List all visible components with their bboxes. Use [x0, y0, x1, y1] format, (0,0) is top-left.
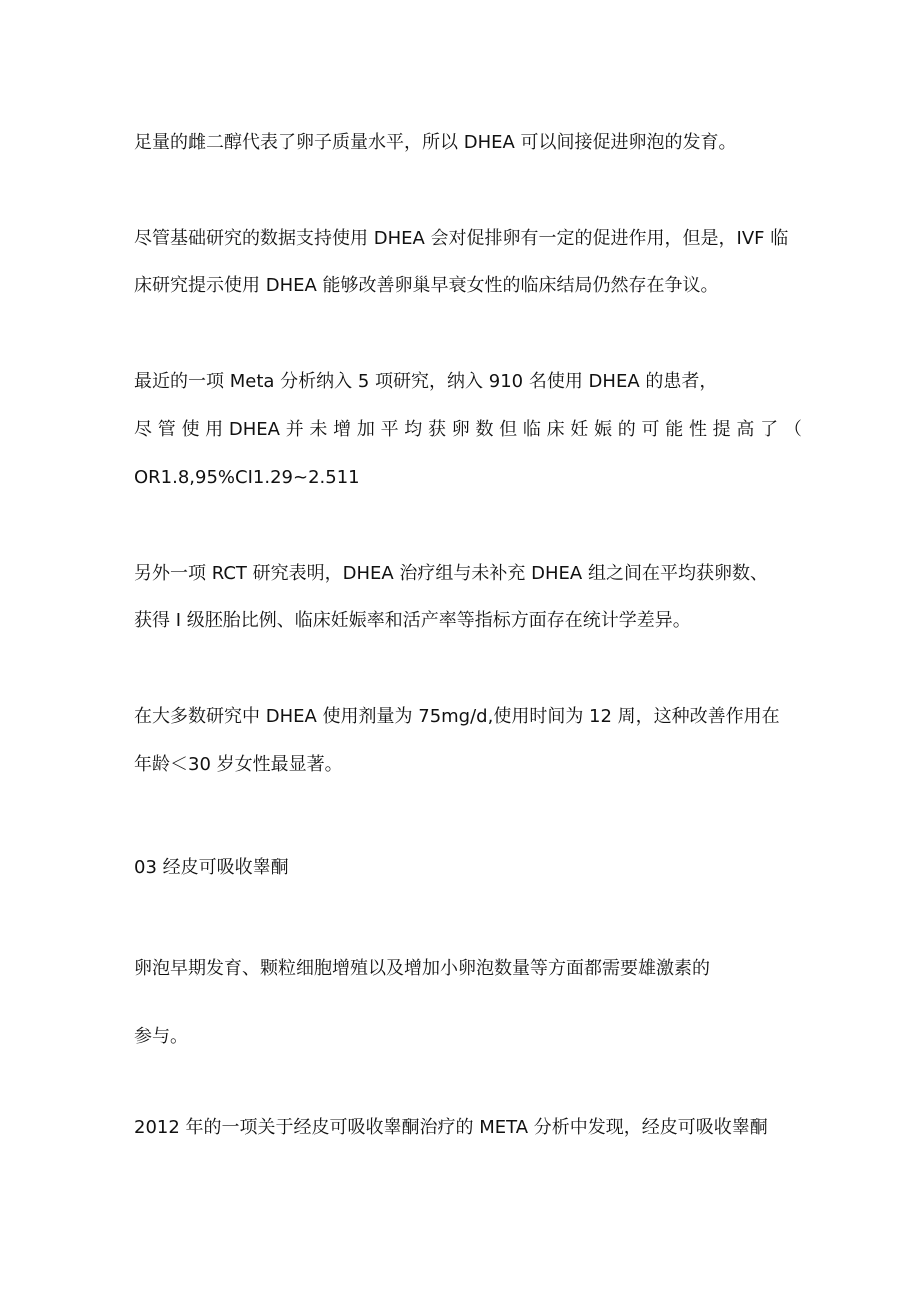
- paragraph-line: 尽 管 使 用 DHEA 并 未 增 加 平 均 获 卵 数 但 临 床 妊 娠 的 可 能 性 提 高 了 （: [134, 419, 802, 440]
- paragraph-line: 年龄＜30 岁女性最显著。: [134, 754, 343, 775]
- paragraph-line: 尽管基础研究的数据支持使用 DHEA 会对促排卵有一定的促进作用，但是，IVF 临: [134, 228, 789, 249]
- paragraph-line: 参与。: [134, 1026, 188, 1047]
- section-heading: 03 经皮可吸收睾酮: [134, 857, 289, 878]
- paragraph-line: 足量的雌二醇代表了卵子质量水平，所以 DHEA 可以间接促进卵泡的发育。: [134, 132, 737, 153]
- paragraph-line: 2012 年的一项关于经皮可吸收睾酮治疗的 META 分析中发现，经皮可吸收睾酮: [134, 1117, 768, 1138]
- paragraph-line: 床研究提示使用 DHEA 能够改善卵巢早衰女性的临床结局仍然存在争议。: [134, 275, 719, 296]
- paragraph-line: 获得 I 级胚胎比例、临床妊娠率和活产率等指标方面存在统计学差异。: [134, 610, 691, 631]
- paragraph-line: 卵泡早期发育、颗粒细胞增殖以及增加小卵泡数量等方面都需要雄激素的: [134, 958, 710, 979]
- paragraph-line: OR1.8,95%CI1.29~2.511: [134, 467, 360, 488]
- paragraph-line: 最近的一项 Meta 分析纳入 5 项研究，纳入 910 名使用 DHEA 的患者，: [134, 371, 718, 392]
- paragraph-line: 另外一项 RCT 研究表明，DHEA 治疗组与未补充 DHEA 组之间在平均获卵数、: [134, 563, 768, 584]
- paragraph-line: 在大多数研究中 DHEA 使用剂量为 75mg/d,使用时间为 12 周，这种改善作用在: [134, 706, 780, 727]
